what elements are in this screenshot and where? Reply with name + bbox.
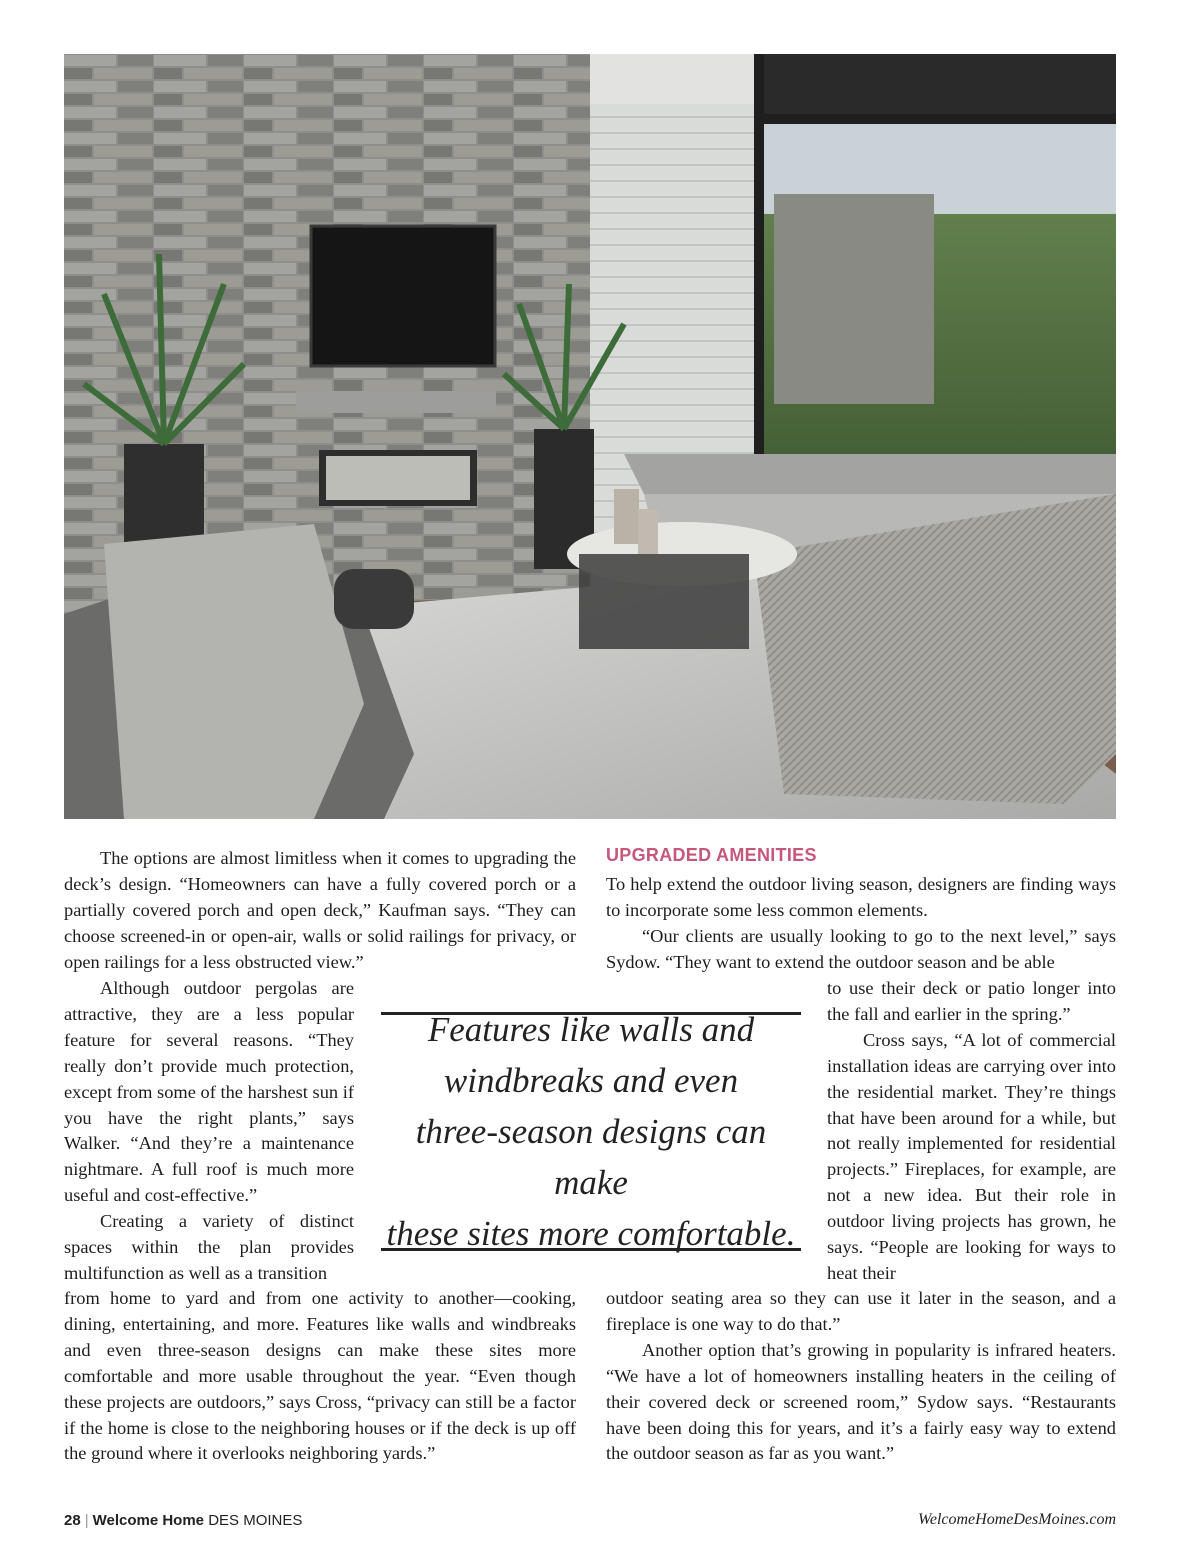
column-right-top: [606, 872, 1116, 976]
pull-quote-line: these sites more comfortable.: [386, 1214, 796, 1253]
column-left-bottom: [64, 1286, 576, 1467]
body-paragraph: To help extend the outdoor living season, designers are finding ways to incorporate some less common elements.: [606, 874, 1116, 920]
pull-quote-line: Features like walls and: [427, 1010, 755, 1049]
page-footer-left: [64, 1512, 302, 1529]
section-subhead: UPGRADED AMENITIES: [606, 845, 817, 865]
pull-quote-line: three-season designs can make: [415, 1112, 767, 1202]
body-paragraph: Cross says, “A lot of commercial installation ideas are carrying over into the residential market. They’re things that have been around for a while, but not really implemented for residential projects.” Fireplaces, for example, are not a new idea. But their role in outdoor living projects has grown, he says. “People are looking for ways to heat their: [827, 1029, 1116, 1283]
body-paragraph: Creating a variety of distinct spaces within the plan provides multifunction as well as a transition: [64, 1211, 354, 1283]
body-paragraph: “Our clients are usually looking to go to the next level,” says Sydow. “They want to extend the outdoor season and be able: [606, 925, 1116, 972]
body-paragraph: The options are almost limitless when it comes to upgrading the deck’s design. “Homeowners can have a fully covered porch or a partially covered porch and open deck,” Kaufman says. “They can choose screened-in or open-air, walls or solid railings for privacy, or open railings for a less obstructed view.”: [64, 848, 576, 972]
page-number: 28: [64, 1512, 81, 1529]
pull-quote: [381, 1012, 801, 1251]
body-paragraph: from home to yard and from one activity to another—cooking, dining, entertaining, and more. Features like walls and windbreaks and even three-season designs can make these sites more comfortable and more usable throughout the year. “Even though these projects are outdoors,” says Cross, “privacy can still be a factor if the home is close to the neighboring houses or if the deck is up off the ground where it overlooks neighboring yards.”: [64, 1288, 576, 1464]
magazine-city: DES MOINES: [208, 1512, 303, 1529]
website-url: WelcomeHomeDesMoines.com: [917, 1511, 1116, 1528]
body-paragraph: Although outdoor pergolas are attractive, they are a less popular feature for several reasons. “They really don’t provide much protection, except from some of the harshest sun if you have the right plants,” says Walker. “And they’re a maintenance nightmare. A full roof is much more useful and cost-effective.”: [64, 978, 354, 1206]
body-paragraph: outdoor seating area so they can use it later in the season, and a fireplace is one way to do that.”: [606, 1288, 1116, 1334]
column-left-top: [64, 846, 576, 976]
magazine-name: Welcome Home: [92, 1512, 205, 1529]
body-paragraph: Another option that’s growing in popularity is infrared heaters. “We have a lot of homeowners installing heaters in the ceiling of their covered deck or screened room,” Sydow says. “Restaurants have been doing this for years, and it’s a fairly easy way to extend the outdoor season as far as you want.”: [606, 1339, 1116, 1464]
column-right-middle: [827, 976, 1116, 1287]
footer-separator: |: [84, 1512, 89, 1529]
column-right-bottom: [606, 1286, 1116, 1467]
article-photo: [64, 54, 1116, 819]
pull-quote-line: windbreaks and even: [443, 1061, 739, 1100]
body-paragraph: to use their deck or patio longer into the fall and earlier in the spring.”: [827, 978, 1116, 1024]
column-left-middle: [64, 976, 354, 1287]
